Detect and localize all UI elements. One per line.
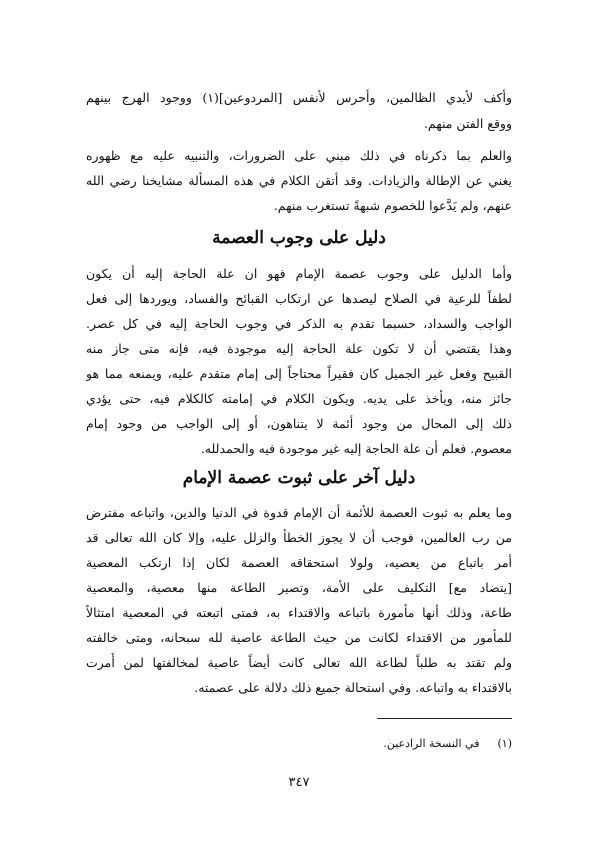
text-line: ووقع الفتن منهم. (423, 116, 512, 131)
text-line: لطفاً للرعية في الصلاح ليصدها عن ارتكاب القبائح والفساد، ويوردها إلى فعل (86, 291, 512, 306)
text-line: وأما الدليل على وجوب عصمة الإمام فهو ان علة الحاجة إليه أن يكون (86, 266, 512, 281)
text-line: يغني عن الإطالة والزيادات. وقد أتقن الكلام في هذه المسألة مشايخنا رضي الله (86, 173, 512, 188)
text-line: والعلم بما ذكرناه في ذلك مبني على الضرورات، والتنبيه عليه مع ظهوره (86, 148, 512, 163)
text-line: الواجب والسداد، حسبما تقدم به الذكر في وجوب الحاجة إليه في كل عصر. (86, 316, 512, 331)
text-line: للمأمور من الاقتداء لكانت من حيث الطاعة عاصية لله سبحانه، ومتى خالفته (86, 630, 512, 645)
footnote-separator (377, 718, 512, 719)
text-line: معصوم. فعلم أن علة الحاجة إليه غير موجودة فيه والحمدلله. (200, 441, 512, 456)
text-line: القبيح وفعل غير الجميل كان فقيراً محتاجاً إلى إمام متقدم عليه، ويمنعه مما هو (86, 366, 512, 381)
text-line: بالاقتداء به واتباعه. وفي استحالة جميع ذلك دلالة على عصمته. (194, 680, 512, 695)
section-heading: دليل آخر على ثبوت عصمة الإمام (182, 468, 416, 488)
page-number: ٣٤٧ (288, 775, 310, 790)
text-line: ولم تقتد به طلباً لطاعة الله تعالى كانت أيضاً عاصية لمخالفتها لمن أُمرت (86, 655, 512, 670)
footnote-text: في النسخة الرادعين. (383, 737, 480, 750)
footnote-number: (١) (497, 737, 512, 750)
section-heading: دليل على وجوب العصمة (212, 228, 386, 248)
text-line: وأكف لأيدي الظالمين، وأحرس لأنفس [المردوعين](١) ووجود الهرج بينهم (86, 90, 512, 105)
text-line: جائز منه، ويأخذ على يديه. ويكون الكلام في إمامته كالكلام فيه، حتى يؤدي (86, 391, 512, 406)
text-line: عنهم، ولم يَدَّعوا للخصوم شبهةً تستغرب منهم. (273, 198, 512, 213)
text-line: ذلك إلى المحال من وجود أئمة لا يتناهون، أو إلى الواجب من وجود إمام (86, 416, 512, 431)
text-line: وهذا يقتضي أن لا تكون علة الحاجة إليه موجودة فيه، فإنه متى جاز منه (86, 341, 512, 356)
text-line: أمر باتباع من يعصيه، ولولا استحقاقه العصمة لكان إذا ارتكب المعصية (86, 555, 512, 570)
footnote (86, 736, 512, 752)
text-line: وما يعلم به ثبوت العصمة للأئمة أن الإمام قدوة في الدنيا والدين، واتباعه مفترض (86, 505, 512, 520)
text-line: طاعة، وذلك أنها مأمورة باتباعه والاقتداء به، فمتى اتبعته في المعصية امتثالاً (86, 605, 512, 620)
text-line: [يتضاد مع] التكليف على الأمة، وتصير الطاعة منها معصية، والمعصية (86, 580, 512, 595)
text-line: من رب العالمين، فوجب أن لا يجوز الخطأ والزلل عليه، وإلا كان الله تعالى قد (86, 530, 512, 545)
